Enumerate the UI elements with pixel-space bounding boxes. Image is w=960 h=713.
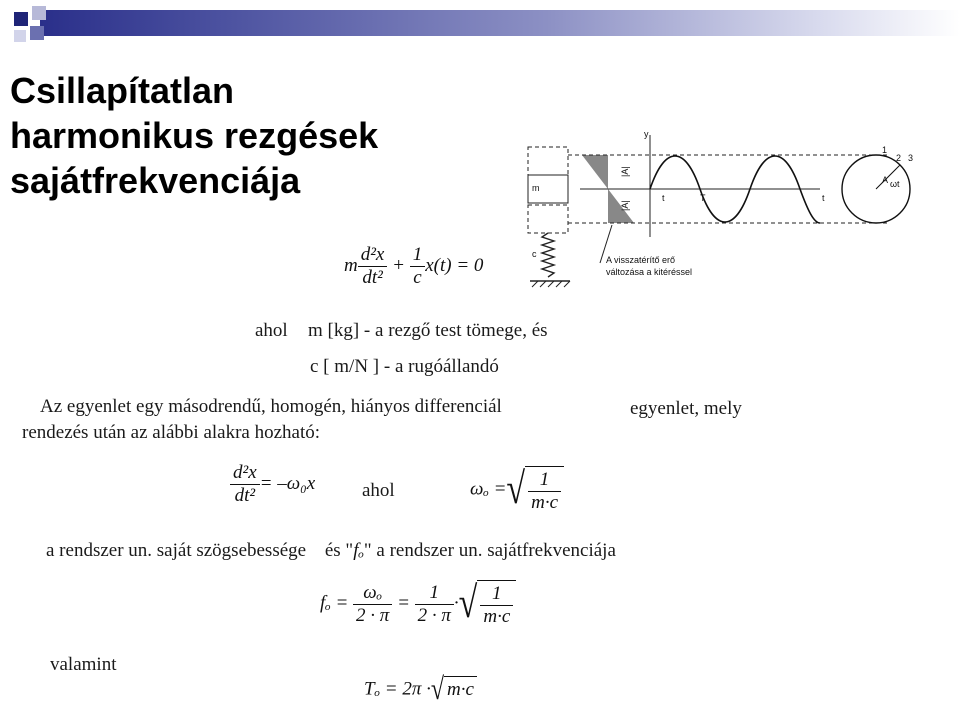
- eq3-d2: 2 · π: [415, 604, 454, 627]
- eq1-num1: d²x: [360, 244, 385, 265]
- equation-normalized: [230, 462, 315, 507]
- equation-motion: [344, 244, 483, 289]
- label-A-circle: A: [882, 175, 889, 185]
- label-1: 1: [882, 145, 888, 155]
- decor-square: [30, 26, 44, 40]
- eq3-fraction1: [353, 582, 392, 627]
- equation-omega: [470, 466, 564, 514]
- decor-square: [32, 6, 46, 20]
- spring: [542, 233, 554, 277]
- eq1-den1: dt²: [358, 266, 388, 289]
- omega-radicand: [525, 466, 564, 514]
- eq3-lhs: fₒ =: [320, 592, 349, 614]
- eq3-rden: m·c: [480, 605, 513, 628]
- angular-velocity-text: [46, 540, 616, 562]
- mass-upper-position: [528, 147, 568, 175]
- equation-frequency: [320, 580, 516, 628]
- valamint-text: valamint: [50, 654, 117, 675]
- label-t1: t: [662, 193, 665, 203]
- eq2-den: dt²: [230, 484, 260, 507]
- definition-ahol: ahol: [255, 320, 288, 341]
- mass-lower-position: [528, 205, 568, 233]
- eq3-eq: =: [397, 592, 410, 614]
- label-3: 3: [908, 153, 914, 163]
- definition-c: c [ m/N ] - a rugóállandó: [310, 356, 499, 377]
- definition-m: m [kg] - a rezgő test tömege, és: [308, 320, 548, 341]
- paragraph-line-1: Az egyenlet egy másodrendű, homogén, hiányos differenciál: [40, 396, 502, 417]
- eq2-rhs: = –ω₀x: [259, 472, 316, 494]
- title-line-3: sajátfrekvenciája: [10, 160, 301, 201]
- force-triangle-upper: [582, 155, 608, 189]
- caption-line-1: A visszatérítő erő: [606, 255, 676, 265]
- eq4-sqrt: √ m·c: [431, 676, 477, 704]
- oscillation-diagram: [520, 125, 920, 295]
- eq2-ahol: ahol: [362, 480, 395, 501]
- label-t2: t: [822, 193, 825, 203]
- decor-square: [14, 12, 28, 26]
- eq2-num: d²x: [233, 462, 257, 483]
- paragraph-line-2: rendezés után az alábbi alakra hozható:: [22, 422, 321, 443]
- omega-rden: m·c: [528, 491, 561, 514]
- eq1-fraction-1c: [410, 244, 426, 289]
- label-A-upper: |A|: [620, 166, 630, 177]
- eq3-n2: 1: [429, 581, 440, 603]
- angular-part1: a rendszer un. saját szögsebessége: [46, 540, 307, 561]
- page-title: [10, 68, 480, 203]
- angular-fo: fₒ: [353, 540, 364, 561]
- omega-rnum: 1: [539, 469, 550, 490]
- eq1-num2: 1: [412, 244, 423, 265]
- header-gradient-bar: [40, 10, 960, 36]
- eq1-plus: +: [392, 254, 405, 276]
- eq1-fraction-d2x: [358, 244, 388, 289]
- eq3-radicand: [477, 580, 516, 628]
- eq3-n1: ωₒ: [363, 581, 383, 603]
- eq4-rad: m·c: [444, 676, 477, 701]
- angular-part2: és ": [324, 540, 354, 561]
- label-T: T: [700, 193, 706, 203]
- label-m: m: [532, 183, 540, 193]
- eq1-den2: c: [410, 266, 426, 289]
- eq1-rhs: x(t) = 0: [425, 254, 484, 276]
- paragraph-line-1b: egyenlet, mely: [630, 398, 742, 419]
- eq3-rnum: 1: [492, 583, 502, 604]
- label-2: 2: [896, 153, 902, 163]
- title-line-2: harmonikus rezgések: [10, 115, 379, 156]
- angular-part3: " a rendszer un. sajátfrekvenciája: [363, 540, 616, 561]
- label-phase: ωt: [890, 179, 900, 189]
- label-A-lower: |A|: [620, 200, 630, 211]
- eq3-sqrt: √ $\frac{1}{m\cdot c}$: [459, 580, 517, 628]
- label-y: y: [644, 129, 649, 139]
- eq4-lhs: Tₒ = 2π ·: [364, 678, 431, 700]
- eq3-fraction2: [415, 582, 454, 627]
- eq2-fraction: [230, 462, 260, 507]
- eq1-m: m: [344, 254, 358, 276]
- caption-line-2: változása a kitéréssel: [606, 267, 693, 277]
- title-line-1: Csillapítatlan: [10, 70, 235, 111]
- equation-period: [364, 673, 477, 707]
- decor-square: [14, 30, 26, 42]
- omega-sqrt: √ $\frac{1}{m\cdot c}$: [506, 466, 564, 514]
- eq3-dot: ·: [453, 592, 459, 614]
- ground-hatch: [532, 281, 570, 287]
- label-c: c: [532, 249, 537, 259]
- eq3-d1: 2 · π: [353, 604, 392, 627]
- omega-lhs: ωₒ =: [470, 478, 507, 500]
